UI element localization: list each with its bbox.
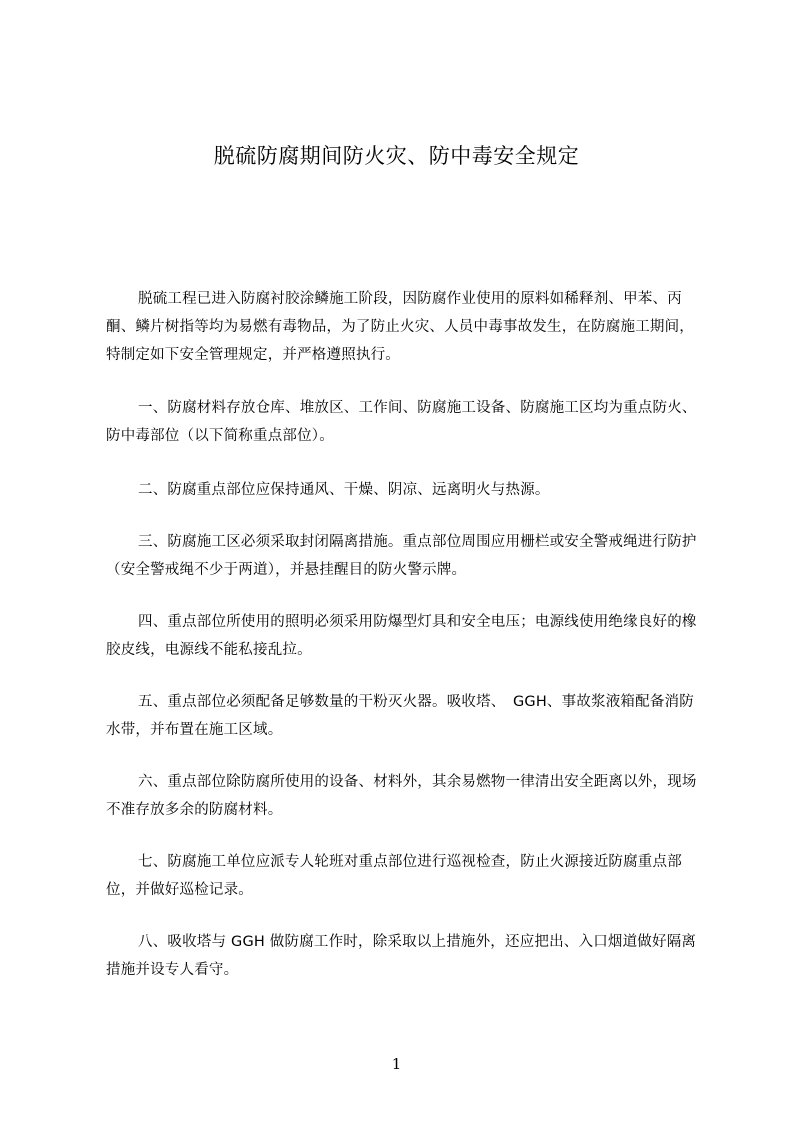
rule-2-paragraph: 二、防腐重点部位应保持通风、干燥、阴凉、远离明火与热源。 bbox=[138, 482, 550, 498]
rule-8-paragraph: 八、吸收塔与 GGH 做防腐工作时，除采取以上措施外，还应把出、入口烟道做好隔离措施并设专人看守。 bbox=[106, 934, 697, 978]
page-title: 脱硫防腐期间防火灾、防中毒安全规定 bbox=[213, 144, 580, 168]
intro-paragraph: 脱硫工程已进入防腐衬胶涂鳞施工阶段，因防腐作业使用的原料如稀释剂、甲苯、丙酮、鳞片树指等均为易燃有毒物品，为了防止火灾、人员中毒事故发生，在防腐施工期间，特制定如下安全管理规定，并严格遵照执行。 bbox=[106, 291, 694, 363]
rule-3-paragraph: 三、防腐施工区必须采取封闭隔离措施。重点部位周围应用栅栏或安全警戒绳进行防护（安全警戒绳不少于两道），并悬挂醒目的防火警示牌。 bbox=[106, 534, 697, 578]
rule-5-paragraph: 五、重点部位必须配备足够数量的干粉灭火器。吸收塔、 GGH、事故浆液箱配备消防水带，并布置在施工区域。 bbox=[106, 694, 694, 738]
rule-4-paragraph: 四、重点部位所使用的照明必须采用防爆型灯具和安全电压；电源线使用绝缘良好的橡胶皮线，电源线不能私接乱拉。 bbox=[106, 614, 697, 658]
rule-1-paragraph: 一、防腐材料存放仓库、堆放区、工作间、防腐施工设备、防腐施工区均为重点防火、防中毒部位（以下简称重点部位）。 bbox=[106, 400, 697, 444]
page-number: 1 bbox=[391, 1055, 402, 1073]
rule-7-paragraph: 七、防腐施工单位应派专人轮班对重点部位进行巡视检查，防止火源接近防腐重点部位，并做好巡检记录。 bbox=[106, 854, 682, 898]
rule-6-paragraph: 六、重点部位除防腐所使用的设备、材料外，其余易燃物一律清出安全距离以外，现场不准存放多余的防腐材料。 bbox=[106, 774, 697, 818]
